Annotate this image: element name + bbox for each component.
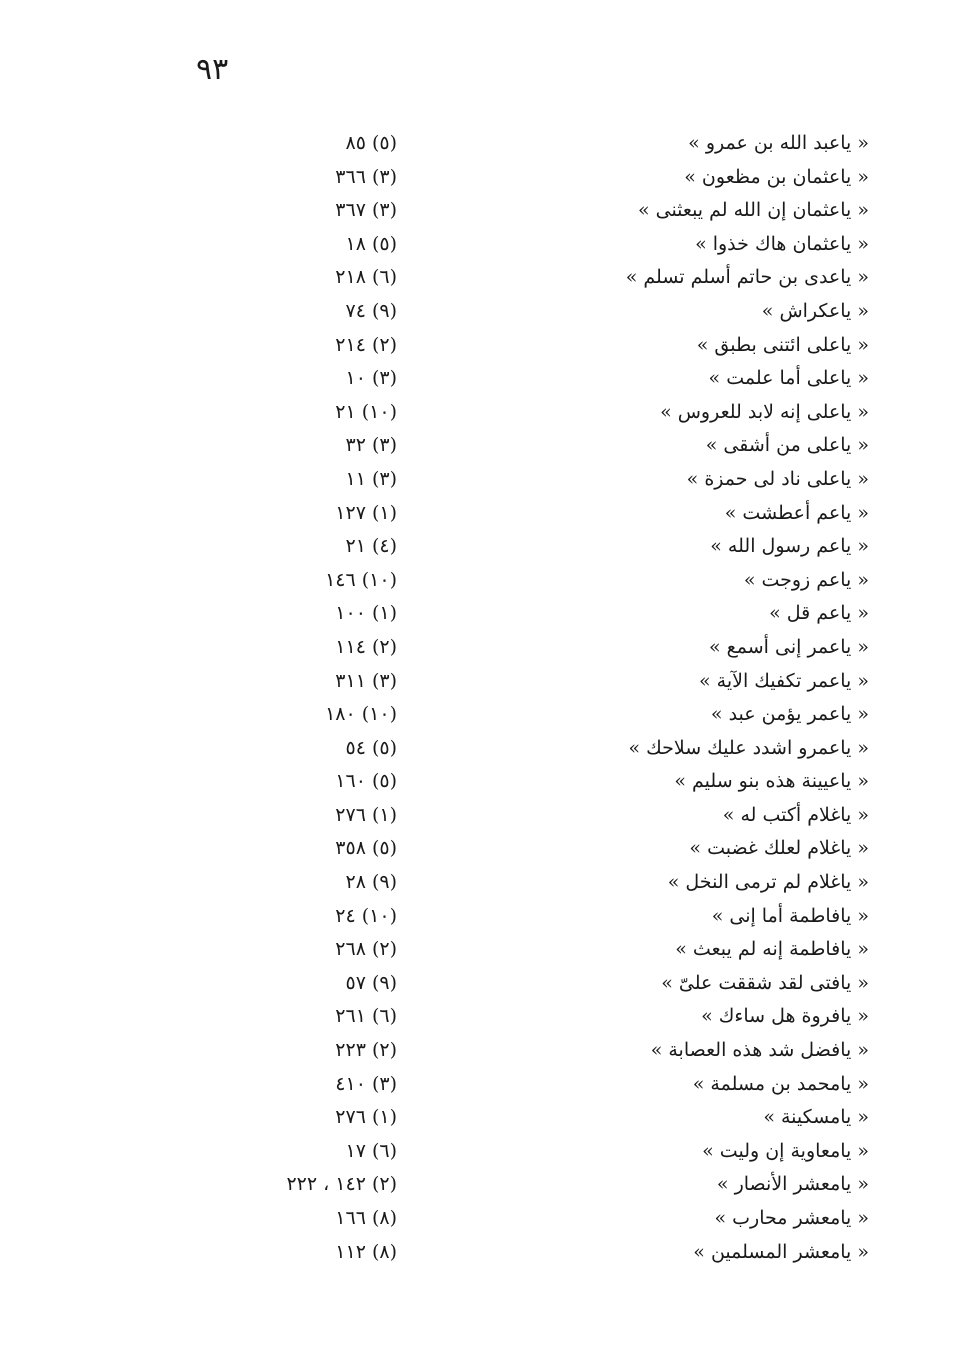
index-entry xyxy=(0,530,955,564)
entry-reference: (٢) ٢٢٣ xyxy=(335,1039,397,1062)
entry-text: « يامعشر محارب » xyxy=(714,1207,869,1229)
entry-text: « ياعثمان هاك خذوا » xyxy=(695,232,869,255)
entry-text: « ياغلام لم ترمى النخل » xyxy=(667,871,869,894)
entry-reference: (٢) ٢٦٨ xyxy=(335,938,397,961)
entry-text: « يامسكينة » xyxy=(763,1106,869,1129)
entry-reference: (٥) ٥٤ xyxy=(345,736,397,759)
entry-reference: (١٠) ١٨٠ xyxy=(325,703,397,726)
entry-reference: (٦) ٢٦١ xyxy=(335,1005,397,1028)
entry-reference: (٣) ١٠ xyxy=(345,367,397,390)
entry-reference: (٩) ٧٤ xyxy=(345,299,397,322)
entry-text: « ياغلام أكتب له » xyxy=(722,803,869,826)
index-entry xyxy=(0,396,955,430)
index-entry xyxy=(0,1000,955,1034)
index-entry xyxy=(0,1236,955,1270)
entry-reference: (٨) ١١٢ xyxy=(335,1240,397,1263)
index-entry xyxy=(0,597,955,631)
index-entry xyxy=(0,900,955,934)
entry-text: « يافروة هل ساءك » xyxy=(701,1005,869,1028)
entry-reference: (١) ١٢٧ xyxy=(335,501,397,524)
index-entry xyxy=(0,698,955,732)
entry-reference: (٣) ١١ xyxy=(345,467,397,490)
entry-text: « ياعمر إنى أسمع » xyxy=(709,635,869,658)
entry-text: « ياعمرو اشدد عليك سلاحك » xyxy=(628,736,869,759)
entry-reference: (٣) ٤١٠ xyxy=(335,1072,397,1095)
index-entry xyxy=(0,1168,955,1202)
entry-text: « يامعشر المسلمين » xyxy=(693,1240,869,1263)
entry-reference: (١٠) ٢٤ xyxy=(335,904,397,927)
entry-text: « ياعمر يؤمن عبد » xyxy=(710,703,869,726)
entry-text: « يافاطمة إنه لم يبعث » xyxy=(675,938,869,961)
index-entry xyxy=(0,228,955,262)
index-entry xyxy=(0,295,955,329)
index-entry xyxy=(0,161,955,195)
index-entry xyxy=(0,261,955,295)
index-entry xyxy=(0,1135,955,1169)
entry-text: « يافتى لقد شققت علىّ » xyxy=(661,971,869,994)
entry-text: « ياعم زوجت » xyxy=(743,568,869,591)
entry-text: « ياعلى أما علمت » xyxy=(708,367,869,390)
entry-reference: (٥) ١٦٠ xyxy=(335,770,397,793)
entry-reference: (٢) ٢١٤ xyxy=(335,333,397,356)
entry-text: « ياعيينة هذه بنو سليم » xyxy=(674,770,869,793)
entry-reference: (٦) ٢١٨ xyxy=(335,266,397,289)
entry-reference: (٣) ٣٦٧ xyxy=(335,199,397,222)
entry-text: « ياعثمان إن الله لم يبعثنى » xyxy=(637,199,869,222)
entry-text: « ياعمر تكفيك الآية » xyxy=(698,669,869,692)
entry-text: « ياعم قل » xyxy=(769,602,869,625)
entry-text: « يامعشر الأنصار » xyxy=(716,1173,869,1196)
index-entry xyxy=(0,497,955,531)
page-number: ٩٣ xyxy=(196,52,229,87)
entry-text: « ياعم رسول الله » xyxy=(710,535,869,558)
index-entry xyxy=(0,1202,955,1236)
entry-reference: (٣) ٣٢ xyxy=(345,434,397,457)
entry-text: « يافاطمة أما إنى » xyxy=(711,904,869,927)
entry-text: « يامعاوية إن وليت » xyxy=(702,1139,869,1162)
entry-text: « ياعم أعطشت » xyxy=(724,501,869,524)
index-entry xyxy=(0,1034,955,1068)
entry-reference: (٥) ٨٥ xyxy=(345,132,397,154)
index-entry xyxy=(0,329,955,363)
entry-reference: (١) ٢٧٦ xyxy=(335,1106,397,1129)
entry-reference: (٨) ١٦٦ xyxy=(335,1207,397,1229)
entry-text: « ياعبد الله بن عمرو » xyxy=(688,132,869,154)
entry-reference: (٩) ٢٨ xyxy=(345,871,397,894)
index-entry xyxy=(0,1101,955,1135)
entry-text: « ياغلام لعلك غضبت » xyxy=(689,837,869,860)
index-entry xyxy=(0,127,955,161)
index-entry xyxy=(0,463,955,497)
entry-text: « ياعلى ناد لى حمزة » xyxy=(686,467,869,490)
index-entry xyxy=(0,866,955,900)
entry-reference: (١٠) ٢١ xyxy=(335,400,397,423)
entry-reference: (٥) ١٨ xyxy=(345,232,397,255)
index-entry xyxy=(0,1068,955,1102)
entry-text: « ياعدى بن حاتم أسلم تسلم » xyxy=(625,266,869,289)
entry-reference: (٩) ٥٧ xyxy=(345,971,397,994)
entry-reference: (١) ١٠٠ xyxy=(335,602,397,625)
entry-reference: (١) ٢٧٦ xyxy=(335,803,397,826)
entry-text: « ياعكراش » xyxy=(761,299,869,322)
index-entry xyxy=(0,665,955,699)
entry-text: « ياعلى ائتنى بطبق » xyxy=(696,333,869,356)
entry-reference: (٤) ٢١ xyxy=(345,535,397,558)
index-entry xyxy=(0,194,955,228)
index-entry xyxy=(0,832,955,866)
index-entry xyxy=(0,631,955,665)
entry-reference: (٦) ١٧ xyxy=(345,1139,397,1162)
hadith-index-list xyxy=(0,127,955,1269)
index-entry xyxy=(0,933,955,967)
entry-text: « يامحمد بن مسلمة » xyxy=(692,1072,869,1095)
entry-reference: (١٠) ١٤٦ xyxy=(325,568,397,591)
index-entry xyxy=(0,732,955,766)
index-entry xyxy=(0,765,955,799)
index-entry xyxy=(0,967,955,1001)
entry-text: « ياعثمان بن مظعون » xyxy=(684,165,869,188)
entry-reference: (٣) ٣٦٦ xyxy=(335,165,397,188)
entry-text: « ياعلى من أشقى » xyxy=(705,434,869,457)
entry-text: « ياعلى إنه لابد للعروس » xyxy=(660,400,869,423)
entry-reference: (٢) ١١٤ xyxy=(335,635,397,658)
entry-text: « يافضل شد هذه العصابة » xyxy=(650,1039,869,1062)
index-entry xyxy=(0,429,955,463)
entry-reference: (٥) ٣٥٨ xyxy=(335,837,397,860)
entry-reference: (٢) ١٤٢ ، ٢٢٢ xyxy=(286,1173,397,1196)
index-entry xyxy=(0,799,955,833)
index-entry xyxy=(0,362,955,396)
index-entry xyxy=(0,564,955,598)
entry-reference: (٣) ٣١١ xyxy=(335,669,397,692)
